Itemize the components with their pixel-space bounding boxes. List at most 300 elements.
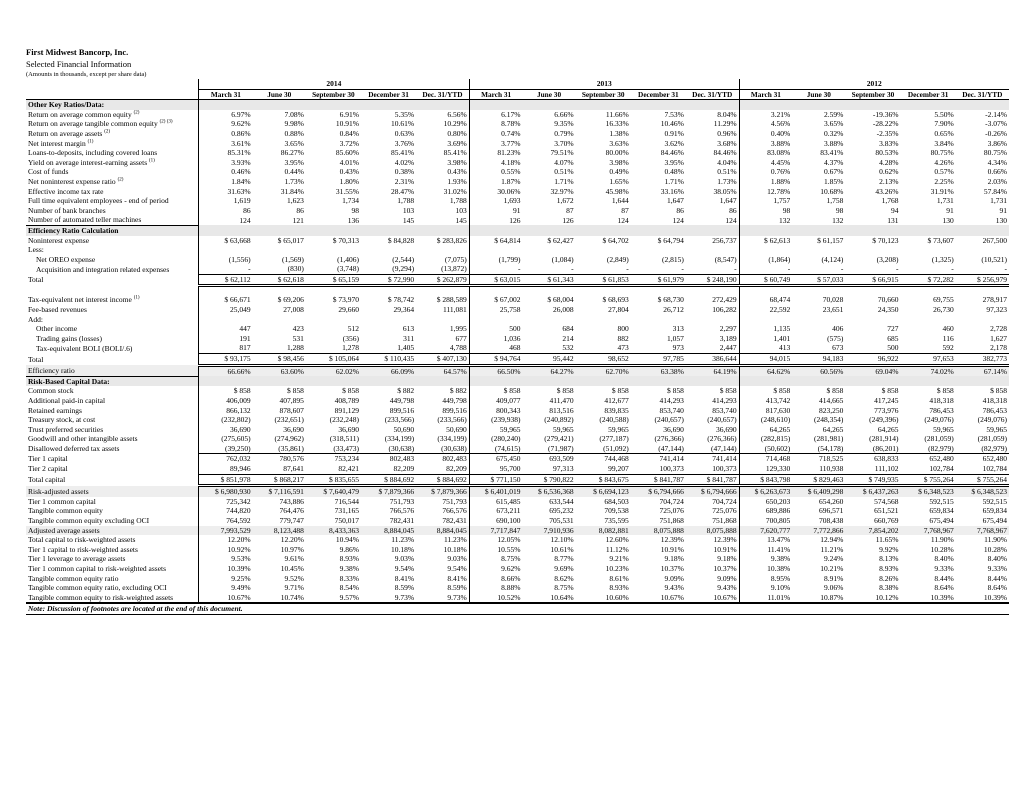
cell-value	[631, 245, 686, 255]
cell-value: $ 858	[199, 386, 253, 396]
cell-value: 3.63%	[609, 138, 629, 148]
cell-value	[199, 315, 253, 325]
cell-value: 1.71%	[664, 176, 684, 186]
table-row	[26, 343, 1009, 353]
cell-value: 8,075,888	[686, 526, 739, 536]
cell-value: 460	[942, 324, 954, 334]
cell-value: $ 843,675	[576, 474, 631, 486]
cell-value: 0.55%	[469, 167, 522, 177]
cell-value: 1.65%	[609, 176, 629, 186]
cell-value: 817	[199, 343, 253, 353]
spacer-cell	[739, 286, 792, 296]
cell-value: 690,100	[469, 516, 522, 526]
cell-value: $ 57,033	[792, 274, 845, 286]
cell-value: 9.86%	[339, 544, 359, 554]
cell-value: (74,615)	[469, 444, 522, 454]
cell-value: 5.35%	[394, 109, 415, 119]
cell-value: 10.94%	[335, 535, 359, 545]
cell-value: 592,515	[929, 496, 954, 506]
cell-value: 673	[792, 343, 845, 353]
cell-value: 8.95%	[739, 574, 792, 584]
table-row	[26, 236, 1009, 246]
cell-value: (1,864)	[739, 255, 792, 265]
cell-value: 10.61%	[550, 544, 574, 554]
cell-value: 0.84%	[339, 128, 359, 138]
cell-value: 6.56%	[447, 109, 467, 119]
cell-value: 10.74%	[280, 592, 304, 602]
row-label	[26, 564, 199, 574]
cell-value: 414,293	[712, 395, 737, 405]
section-fill	[901, 225, 956, 235]
cell-value: -	[631, 264, 686, 274]
cell-value: 1,623	[286, 196, 304, 206]
cell-value: 9.73%	[447, 592, 467, 602]
table-row	[26, 177, 1009, 187]
section-fill	[686, 100, 739, 110]
row-label-text: Number of automated teller machines	[28, 215, 142, 225]
row-label-text: Return on average assets	[28, 128, 103, 138]
spacer-cell	[469, 286, 522, 296]
cell-value: 87	[566, 205, 574, 215]
row-label-text: Net noninterest expense ratio	[28, 176, 116, 186]
cell-value: 9.38%	[739, 554, 792, 564]
cell-value: 11.12%	[605, 544, 629, 554]
cell-value: $ 61,343	[522, 274, 575, 286]
cell-value: 7.90%	[934, 119, 954, 129]
spacer-cell	[792, 286, 845, 296]
cell-value: 36,690	[338, 424, 359, 434]
cell-value: (280,240)	[469, 434, 522, 444]
cell-value: (232,651)	[274, 415, 304, 425]
row-label-text: Cost of funds	[28, 167, 69, 177]
cell-value: 69,755	[933, 295, 954, 305]
cell-value	[686, 315, 739, 325]
cell-value	[845, 245, 900, 255]
cell-value: (240,657)	[654, 415, 684, 425]
cell-value: 4.07%	[554, 157, 574, 167]
section-fill	[631, 225, 686, 235]
spacer-cell	[253, 286, 306, 296]
cell-value: 4.34%	[987, 157, 1007, 167]
row-label	[26, 274, 199, 286]
row-label-text: Loans-to-deposits, including covered loans	[28, 148, 158, 158]
cell-value: (47,144)	[686, 444, 739, 454]
cell-value: 9.09%	[664, 573, 684, 583]
table-row	[26, 354, 1009, 366]
row-label	[26, 264, 199, 274]
cell-value: 10.68%	[820, 186, 844, 196]
table-row	[26, 516, 1009, 526]
cell-value: 800	[617, 324, 629, 334]
cell-value: -28.22%	[872, 119, 899, 129]
cell-value: 2.03%	[987, 176, 1007, 186]
cell-value: (1,406)	[337, 254, 359, 264]
row-label	[26, 158, 199, 168]
cell-value: 677	[455, 333, 467, 343]
cell-value: 654,260	[819, 496, 844, 506]
cell-value: 853,740	[712, 405, 737, 415]
section-fill	[631, 376, 686, 386]
cell-value: (71,987)	[522, 444, 575, 454]
cell-value: $ 68,693	[602, 295, 629, 305]
row-label	[26, 139, 199, 149]
cell-value: 8.41%	[447, 573, 467, 583]
row-label	[26, 486, 199, 497]
row-label-text: Tangible common equity to risk-weighted assets	[28, 592, 174, 602]
row-label	[26, 526, 199, 536]
cell-value: $ 841,787	[631, 474, 686, 486]
row-label	[26, 343, 199, 353]
cell-value: $ 858	[342, 386, 359, 396]
spacer-cell	[522, 286, 575, 296]
cell-value: 4.04%	[717, 157, 737, 167]
cell-value: 36,690	[715, 424, 737, 434]
column-header: June 30	[253, 89, 306, 100]
table-row	[26, 365, 1009, 376]
cell-value: $ 73,607	[927, 235, 954, 245]
cell-value: (274,962)	[274, 434, 304, 444]
cell-value: 823,250	[819, 405, 844, 415]
spacer-cell	[361, 286, 416, 296]
cell-value: 97,785	[631, 354, 686, 366]
cell-value: 500	[845, 343, 900, 353]
cell-value: (82,979)	[956, 444, 1009, 454]
cell-value: (86,201)	[845, 444, 900, 454]
cell-value: 2.25%	[934, 176, 954, 186]
cell-value	[522, 245, 575, 255]
cell-value: 12.20%	[280, 535, 304, 545]
cell-value: 10.92%	[199, 545, 253, 555]
cell-value: 532	[522, 343, 575, 353]
table-row	[26, 324, 1009, 334]
cell-value: (1,556)	[199, 255, 253, 265]
cell-value: 9.18%	[664, 554, 684, 564]
cell-value: 23,651	[822, 305, 844, 315]
section-fill	[739, 225, 792, 235]
section-fill	[739, 376, 792, 386]
cell-value: 132	[739, 215, 792, 225]
cell-value: $ 771,150	[469, 474, 522, 486]
cell-value: 0.67%	[824, 167, 844, 177]
cell-value: 11.21%	[820, 544, 844, 554]
cell-value: $ 110,435	[361, 354, 416, 366]
cell-value: 6.17%	[469, 110, 522, 120]
cell-value: 129,330	[739, 464, 792, 474]
cell-value: 800,343	[469, 406, 522, 416]
section-fill	[956, 376, 1009, 386]
section-fill	[792, 225, 845, 235]
cell-value: (232,248)	[329, 415, 359, 425]
row-label-text: Common stock	[28, 386, 74, 396]
cell-value: 766,576	[389, 506, 415, 516]
row-label	[26, 583, 199, 593]
cell-value: 91	[469, 206, 522, 216]
row-label-text: Efficiency ratio	[28, 365, 75, 375]
cell-value: 145	[402, 215, 415, 225]
cell-value: 26,712	[663, 305, 684, 315]
footnote-row	[26, 603, 1009, 614]
section-fill	[845, 225, 900, 235]
section-fill	[901, 376, 956, 386]
cell-value: 100,373	[686, 464, 739, 474]
cell-value: 3.84%	[934, 138, 954, 148]
cell-value: 8.40%	[934, 554, 954, 564]
cell-value: 12.78%	[739, 187, 792, 197]
cell-value: 0.49%	[609, 167, 629, 177]
row-label	[26, 396, 199, 406]
cell-value: 652,480	[929, 454, 954, 464]
section-fill	[576, 376, 631, 386]
cell-value: 10.38%	[739, 564, 792, 574]
cell-value: 64.57%	[416, 365, 469, 376]
cell-value: $ 6,980,930	[199, 486, 253, 497]
cell-value: 693,509	[549, 454, 574, 464]
cell-value: $ 62,618	[253, 274, 306, 286]
cell-value: $ 6,694,123	[576, 486, 631, 497]
cell-value: $ 858	[286, 386, 304, 396]
row-label	[26, 245, 199, 255]
cell-value: 102,784	[901, 464, 956, 474]
cell-value: 899,516	[389, 405, 415, 415]
cell-value: 1.73%	[284, 176, 304, 186]
cell-value: 30.06%	[469, 187, 522, 197]
cell-value: $ 262,879	[416, 274, 469, 286]
cell-value: (281,981)	[814, 434, 844, 444]
cell-value: 7.53%	[664, 109, 684, 119]
cell-value: $ 61,157	[817, 235, 844, 245]
cell-value: $ 6,401,019	[469, 486, 522, 497]
row-label-text: Total	[28, 275, 44, 285]
cell-value: $ 835,655	[306, 474, 361, 486]
cell-value: 9.54%	[394, 564, 415, 573]
section-fill	[361, 225, 416, 235]
cell-value	[686, 245, 739, 255]
cell-value: -	[686, 264, 739, 274]
cell-value: 64.27%	[522, 365, 575, 376]
cell-value: 675,450	[469, 454, 522, 464]
cell-value	[199, 245, 253, 255]
cell-value: $ 829,463	[792, 474, 845, 486]
cell-value: 0.96%	[717, 128, 737, 138]
cell-value: 684,503	[604, 496, 629, 506]
cell-value: 8.38%	[879, 583, 899, 593]
cell-value: 25,758	[469, 305, 522, 315]
cell-value: 86	[676, 205, 684, 215]
cell-value: 10.28%	[983, 544, 1007, 554]
cell-value: 744,468	[604, 454, 629, 464]
cell-value: 0.88%	[284, 128, 304, 138]
cell-value: 110,938	[792, 464, 845, 474]
cell-value: 9.06%	[824, 583, 844, 593]
cell-value: 696,571	[819, 506, 844, 516]
cell-value: (47,144)	[631, 444, 686, 454]
cell-value: 8.33%	[339, 573, 359, 583]
cell-value: 1,768	[881, 196, 899, 206]
cell-value: 31.55%	[335, 186, 359, 196]
cell-value: (2,815)	[662, 254, 684, 264]
cell-value: 124	[672, 215, 684, 225]
cell-value: $ 858	[826, 386, 844, 396]
cell-value: 9.49%	[199, 583, 253, 593]
cell-value: 16.33%	[605, 119, 629, 129]
cell-value: 1,401	[739, 334, 792, 344]
cell-value: 8,884,045	[416, 526, 469, 536]
column-header-spacer	[26, 89, 199, 100]
cell-value: 86	[199, 206, 253, 216]
section-fill	[792, 100, 845, 110]
cell-value: -	[901, 264, 956, 274]
row-label-text: Goodwill and other intangible assets	[28, 434, 138, 444]
row-label	[26, 415, 199, 425]
cell-value: 111,081	[442, 305, 467, 315]
cell-value: 406,009	[199, 396, 253, 406]
table-row	[26, 464, 1009, 474]
cell-value: 36,690	[663, 424, 684, 434]
cell-value: 94	[891, 205, 899, 215]
cell-value: $ 858	[936, 386, 954, 396]
section-fill	[686, 225, 739, 235]
cell-value: 411,470	[549, 395, 574, 405]
column-header: September 30	[306, 89, 361, 100]
footnote-ref: (2)	[117, 177, 124, 183]
cell-value: $ 6,794,666	[631, 486, 686, 497]
cell-value: $ 858	[556, 386, 574, 396]
cell-value: 0.40%	[739, 129, 792, 139]
cell-value: (3,208)	[876, 254, 899, 264]
cell-value: 9.61%	[284, 554, 304, 564]
table-row	[26, 148, 1009, 158]
spacer-cell	[686, 286, 739, 296]
cell-value: 64,265	[822, 424, 844, 434]
row-label-text: Total capital	[28, 475, 66, 485]
cell-value: 3.77%	[469, 139, 522, 149]
cell-value: 735,595	[604, 516, 629, 526]
row-label-text: Tangible common equity ratio, excluding OCI	[28, 583, 167, 593]
cell-value: 91	[946, 205, 954, 215]
cell-value: 1,731	[936, 196, 954, 206]
cell-value: 10.39%	[199, 564, 253, 574]
section-fill	[416, 225, 469, 235]
cell-value: 3.98%	[609, 157, 629, 167]
section-fill	[253, 100, 306, 110]
cell-value: 9.33%	[987, 564, 1007, 573]
cell-value: 1,788	[397, 196, 415, 206]
cell-value: 59,965	[608, 424, 629, 434]
cell-value: $ 60,749	[739, 274, 792, 286]
cell-value: -	[845, 264, 900, 274]
row-label	[26, 148, 199, 158]
row-label-text: Noninterest expense	[28, 235, 90, 245]
cell-value: 406	[832, 324, 844, 334]
spacer-cell	[631, 286, 686, 296]
cell-value: 29,660	[338, 305, 359, 315]
cell-value: 10.37%	[660, 564, 684, 573]
cell-value: 4.56%	[739, 119, 792, 129]
cell-value: 70,660	[877, 295, 899, 305]
cell-value	[306, 315, 361, 325]
cell-value: $ 7,640,479	[306, 486, 361, 497]
row-label-text: Other income	[36, 324, 78, 334]
cell-value: (275,605)	[199, 434, 253, 444]
cell-value: (30,638)	[416, 444, 469, 454]
cell-value: -2.35%	[876, 128, 899, 138]
cell-value: 1,647	[667, 196, 684, 206]
cell-value: (248,354)	[814, 415, 844, 425]
cell-value: 3,189	[719, 333, 737, 343]
table-row	[26, 486, 1009, 497]
cell-value: 64.62%	[739, 365, 792, 376]
cell-value: 12.60%	[605, 535, 629, 545]
cell-value: 124	[725, 215, 737, 225]
cell-value: 9.92%	[879, 544, 899, 554]
cell-value: 10.29%	[443, 119, 467, 129]
cell-value: 24,350	[877, 305, 899, 315]
cell-value: 87,641	[253, 464, 306, 474]
cell-value: 8.88%	[469, 583, 522, 593]
cell-value: 8.41%	[394, 573, 415, 583]
cell-value: (830)	[253, 264, 306, 274]
cell-value: 10.45%	[280, 564, 304, 573]
cell-value: 126	[562, 215, 574, 225]
cell-value: 11.66%	[605, 109, 629, 119]
column-header: Dec. 31/YTD	[686, 89, 739, 100]
cell-value: 1,734	[342, 196, 359, 206]
cell-value: 87	[621, 205, 629, 215]
cell-value: 8.59%	[394, 583, 415, 593]
cell-value: $ 63,015	[469, 274, 522, 286]
cell-value: 10.18%	[443, 544, 467, 554]
cell-value: 0.74%	[469, 129, 522, 139]
cell-value: 741,414	[659, 454, 684, 464]
cell-value: 12.10%	[550, 535, 574, 545]
cell-value: 751,793	[389, 496, 415, 506]
cell-value: $ 78,742	[387, 295, 415, 305]
section-fill	[253, 225, 306, 235]
cell-value: 773,976	[874, 405, 899, 415]
cell-value: 98	[835, 205, 844, 215]
cell-value: 0.86%	[199, 129, 253, 139]
cell-value: 743,886	[279, 496, 304, 506]
cell-value: 9.62%	[199, 119, 253, 129]
cell-value: (356)	[342, 333, 359, 343]
row-label	[26, 206, 199, 216]
cell-value: $ 868,217	[253, 474, 306, 486]
row-label	[26, 535, 199, 545]
cell-value: -19.36%	[872, 109, 899, 119]
table-row	[26, 564, 1009, 574]
section-header-row	[26, 100, 1009, 110]
column-header: December 31	[631, 89, 686, 100]
cell-value: 8.78%	[469, 119, 522, 129]
cell-value: (50,602)	[739, 444, 792, 454]
cell-value: 66.09%	[361, 365, 416, 376]
cell-value: 1,405	[361, 343, 416, 353]
cell-value: 126	[469, 215, 522, 225]
cell-value: 1.85%	[824, 176, 844, 186]
cell-value: (240,892)	[544, 415, 574, 425]
cell-value: (4,124)	[821, 254, 844, 264]
cell-value: 1.87%	[469, 177, 522, 187]
cell-value: 97,313	[522, 464, 575, 474]
cell-value: $ 84,828	[387, 235, 415, 245]
row-label-text: Net OREO expense	[36, 254, 96, 264]
cell-value: (54,178)	[792, 444, 845, 454]
cell-value: 10.91%	[335, 119, 359, 129]
cell-value: $ 105,064	[306, 354, 361, 366]
cell-value: 85.31%	[199, 148, 253, 158]
cell-value: 45.98%	[605, 186, 629, 196]
cell-value: $ 72,990	[361, 274, 416, 286]
